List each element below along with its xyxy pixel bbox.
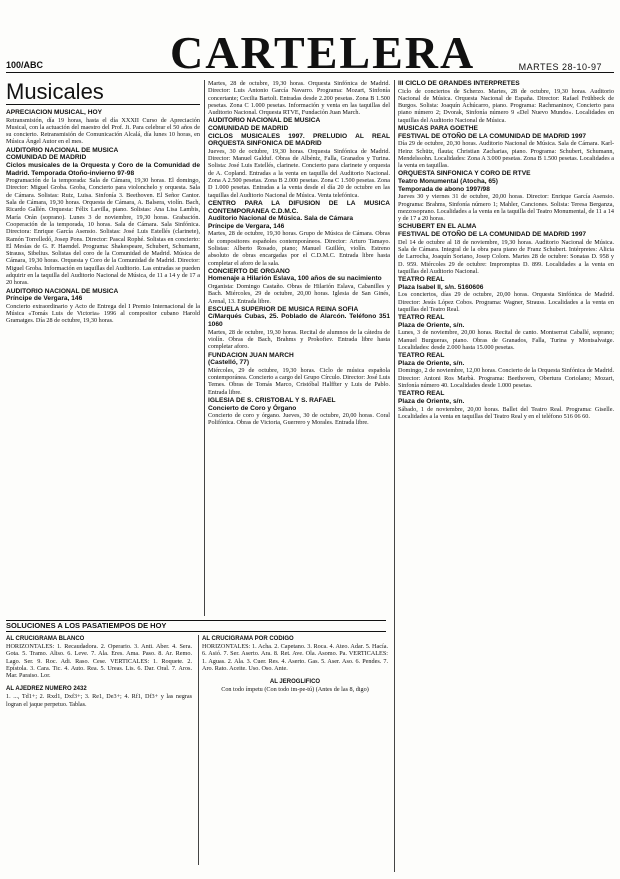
listing-heading: AUDITORIO NACIONAL DE MUSICA (6, 146, 119, 154)
listing-subheading: COMUNIDAD DE MADRID (6, 154, 87, 162)
listing (398, 352, 614, 389)
solution-text: HORIZONTALES: 1. Recaudadora. 2. Operario. 3. Anti. Aber. 4. Sera. Gota. 5. Tramo. Aliso. 6. Leve. 7. Ala. Eres. Ama. Paso. 8. Ar. Remo. Lago. Ser. 9. Roc. Adi. Raso. Cese. VERTICALES: 1. Roquete. 2. Epístola. 3. Cara. Tic. 4. Auto. Rea. 5. Ureas. Lis. 6. Dar. Oral. 7. Aros. Mar. Paraiso. Lor. (6, 643, 192, 680)
solution-text: 1. ..., Td1+; 2. Rxd1, Dxf3+; 3. Re1, De3+; 4. Rf1, Df3+ y las negras logran el jaque perpetuo. Tablas. (6, 693, 192, 708)
listing-heading: AUDITORIO NACIONAL DE MUSICA (6, 287, 119, 295)
listing-subheading: C/Marqués Cubas, 25. Poblado de Alarcón. Teléfono 351 1060 (208, 313, 390, 329)
listing-heading: TEATRO REAL (398, 314, 445, 322)
listing-subheading: COMUNIDAD DE MADRID (208, 125, 289, 133)
listing-subheading-2: Ciclos musicales de la Orquesta y Coro de la Comunidad de Madrid. Temporada Otoño-invierno 97-98 (6, 161, 200, 177)
listing-heading: TEATRO REAL (398, 390, 445, 398)
listing-heading: SCHUBERT EN EL ALMA (398, 223, 477, 231)
listing-heading: III CICLO DE GRANDES INTERPRETES (398, 80, 520, 87)
listing (398, 314, 614, 351)
solution-heading: AL JEROGLIFICO (269, 679, 321, 686)
header-rule (6, 72, 614, 73)
listing-heading: ORQUESTA SINFONICA Y CORO DE RTVE (398, 170, 531, 178)
listing-subheading: (Castelló, 77) (208, 359, 250, 367)
listing-text: Jueves 30 y viernes 31 de octubre, 20,00 horas. Director: Enrique García Asensio. Programa: Brahms, Sinfonía número 1; Mahler, Canciones. Solista: Teresa Berganza, mezzosoprano. Localidades a la venta en la taquilla del Teatro Monumental, de 11 a 14 y de 17 a 20 horas. (398, 193, 614, 223)
listing-text: Retransmisión, día 19 horas, hasta el día XXXII Curso de Apreciación Musical, con la actuación del maestro del Prof. Ji. Para celebrar el 50 años de su concierto. Retransmisión de Comunicación Alcalá, día lunes 10 horas, en Música Ángel Autor en el mes. (6, 116, 200, 146)
listing (398, 80, 614, 124)
listing-text: Programación de la temporada: Sala de Cámara, 19,30 horas. El domingo, Director: Miguel Groba. Groba, Concierto para violonchelo y orquesta. Sala de Cámara. Solistas: Ruiz, Luisa. Sinfonía 3. Beethoven. El Señor Cantor. Sala de Cámara, 19,30 horas. Orquesta de Cámara, A. Balsera, violín. Bach, Ricardo Gallén. Orquesta: Félix Lavilla, piano. Solistas: Ana Lisa Lambis, María Orán (soprano). Lunes 3 de noviembre, 19,30 horas. Grabación. Cooperación de la temporada, 10 horas. Sala de Cámara. Sala Sinfónica. Directora: Enrique García Asensio. Solistas: José Luis Estellés (clarinete), Ramón Torrelledó, Josep Pons. Director: Pascal Rophé. Solistas en concierto: El Mesías de G. F. Haendel. Programa: Shakespeare, Schubert, Schumann, Strauss, Sibelius. Solistas del coro de la Comunidad de Madrid. Música de Cámara, 19,30 horas. Orquesta y Coro de la Comunidad de Madrid. Director: Miguel Groba. Información en taquillas del Auditorio. Las entradas se pueden adquirir en la taquilla del Auditorio Nacional de Música, de 11 a 14 y de 17 a 20 horas. (6, 177, 200, 287)
solution-text: HORIZONTALES: 1. Acha. 2. Capetano. 3. Roca. 4. Ateo. Adar. 5. Hacía. 6. Asió. 7. Ser. Aserto. Ara. 8. Ret. Ave. Ola. Asomo. Pa. VERTICALES: 1. Aguas. 2. Ala. 3. Cuer. Res. 4. Aserto. Gas. 5. Aser. Aso. 6. Pendes. 7. Aro. Rato. Aceite. Uso. Oso. Ante. (202, 643, 388, 672)
listing (208, 397, 390, 427)
listing-text: Lunes, 3 de noviembre, 20,00 horas. Recital de canto. Montserrat Caballé, soprano; Manuel Burgueras, piano. Obras de Granados, Falla, Turina y Montsalvatge. Localidades: desde 2.000 hasta 15.000 pesetas. (398, 329, 614, 351)
listing-text: Día 29 de octubre, 20,30 horas. Auditorio Nacional de Música. Sala de Cámara. Karl-Heinz Schütz, flauta; Christian Zacharias, piano. Programa: Schubert, Schumann, Mendelssohn. Localidades: Zona A 3.000 pesetas. Zona B 1.500 pesetas. Localidades a la venta en taquillas. (398, 140, 614, 170)
listing (398, 223, 614, 275)
listing-text: Sábado, 1 de noviembre, 20,00 horas. Ballet del Teatro Real. Programa: Giselle. Localidades a la venta en taquillas del Teatro Real y en el teléfono 516 06 60. (398, 405, 614, 420)
listing (208, 352, 390, 396)
listing (6, 147, 200, 287)
listing-heading: IGLESIA DE S. CRISTOBAL Y S. RAFAEL (208, 396, 336, 404)
column-1 (6, 80, 200, 616)
solutions-right (202, 635, 388, 693)
listing-heading: FUNDACION JUAN MARCH (208, 351, 294, 359)
listing (208, 268, 390, 305)
listing-heading: TEATRO REAL (398, 276, 445, 284)
listing-subheading: Concierto de Coro y Órgano (208, 404, 297, 412)
page-header (0, 0, 620, 80)
listing-text: Concierto extraordinario y Acto de Entrega del I Premio Internacional de la Música «Tomás Luis de Victoria» 1996 al compositor cubano Harold Gramatges. Día 28 de octubre, 19,30 horas. (6, 302, 200, 325)
section-title: Musicales (6, 80, 200, 105)
solutions-title: SOLUCIONES A LOS PASATIEMPOS DE HOY (6, 621, 386, 632)
listing-text: Ciclo de conciertos de Scherzo. Martes, 28 de octubre, 19,30 horas. Auditorio Nacional de Música. Orquesta Nacional de España. Director: Rafael Frühbeck de Burgos. Solista: Joaquín Achúcarro, piano. Programa: Rachmaninov, Concierto para piano número 2; Dvorak, Sinfonía número 9 «Del Nuevo Mundo». Localidades en taquillas del Auditorio Nacional de Música. (398, 87, 614, 124)
listing-subheading: Plaza Isabel II, s/n. 5160606 (398, 283, 484, 291)
listing (398, 390, 614, 420)
listing-subheading-2: Príncipe de Vergara, 146 (208, 222, 285, 230)
listing-heading: CENTRO PARA LA DIFUSION DE LA MUSICA CONTEMPORANEA C.D.M.C. (208, 199, 390, 215)
listing (398, 125, 614, 169)
listing-heading: ESCUELA SUPERIOR DE MUSICA REINA SOFIA (208, 305, 359, 313)
listing-subheading: Plaza de Oriente, s/n. (398, 397, 465, 405)
listing-heading: MUSICAS PARA GOETHE (398, 125, 478, 133)
solution-heading: AL CRUCIGRAMA BLANCO (6, 636, 85, 642)
listing-heading: CONCIERTO DE ORGANO (208, 267, 290, 275)
page-label: 100/ABC (6, 60, 44, 70)
listing-subheading: Teatro Monumental (Atocha, 65) (398, 178, 498, 186)
solutions-left (6, 635, 192, 708)
listing-text: Los conciertos, días 29 de octubre, 20,00 horas. Orquesta Sinfónica de Madrid. Director: Jesús López Cobos. Programa: Wagner, Strauss. Localidades a la venta en taquillas del Teatro Real. (398, 291, 614, 313)
listing (208, 117, 390, 198)
column-divider (394, 80, 395, 872)
solution-heading: AL CRUCIGRAMA POR CODIGO (202, 636, 294, 642)
listing-text: Del 14 de octubre al 18 de noviembre, 19,30 horas. Auditorio Nacional de Música. Sala de Cámara. Integral de la obra para piano de Franz Schubert. Intérpretes: Alicia de Larrocha, Joaquín Soriano, Josep Colom. Martes 28 de octubre: Sonatas D. 958 y D. 959. Miércoles 29 de octubre: Impromptus D. 899. Localidades a la venta en taquillas del Auditorio Nacional. (398, 238, 614, 275)
listing (208, 200, 390, 267)
listing-heading: APRECIACION MUSICAL, HOY (6, 109, 102, 116)
listing-text: Martes, 28 de octubre, 19,30 horas. Orquesta Sinfónica de Madrid. Director: Luis Antonio García Navarro. Programa: Mozart, Sinfonía concertante; Cecilia Bartoli. Entradas desde 2.200 pesetas. Zona B 1.500 pesetas. Zona C 1.000 pesetas. Información y venta en las taquillas del Auditorio Nacional. Orquesta RTVE, Fundación Juan March. (208, 80, 390, 117)
listing-text: Miércoles, 29 de octubre, 19,30 horas. Ciclo de música española contemporánea. Concierto a cargo del Grupo Círculo. Director: José Luis Temes. Obras de Tomás Marco, Cristóbal Halffter y Luis de Pablo. Entrada libre. (208, 366, 390, 396)
listing (398, 170, 614, 222)
listing-subheading: Plaza de Oriente, s/n. (398, 321, 465, 329)
listing-subheading-2: Temporada de abono 1997/98 (398, 185, 490, 193)
listing-subheading: Homenaje a Hilarión Eslava, 100 años de su nacimiento (208, 275, 382, 283)
listing-subheading-2: CICLOS MUSICALES 1997. PRELUDIO AL REAL ORQUESTA SINFONICA DE MADRID (208, 132, 390, 148)
listing (6, 288, 200, 325)
listing-text: Concierto de coro y órgano. Jueves, 30 de octubre, 20,00 horas. Coral Polifónica. Obras de Victoria, Guerrero y Morales. Entrada libre. (208, 412, 390, 427)
listing-text: Martes, 28 de octubre, 19,30 horas. Grupo de Música de Cámara. Obras de compositores españoles contemporáneos. Director: Arturo Tamayo. Solistas: Alberto Rosado, piano; Manuel Guillén, violín. Estreno absoluto de obras encargadas por el C.D.M.C. Entrada libre hasta completar el aforo de la sala. (208, 230, 390, 267)
listing (208, 306, 390, 351)
solution-heading: AL AJEDREZ NUMERO 2432 (6, 686, 87, 693)
listing-text: Organista: Domingo Castaño. Obras de Hilarión Eslava, Cabanilles y Bach. Miércoles, 29 de octubre, 20,00 horas. Iglesia de San Ginés, Arenal, 13. Entrada libre. (208, 282, 390, 305)
column-3 (398, 80, 614, 872)
listing-heading: AUDITORIO NACIONAL DE MUSICA (208, 117, 321, 125)
listing (6, 109, 200, 146)
solutions-divider (198, 635, 199, 865)
listing-subheading: FESTIVAL DE OTOÑO DE LA COMUNIDAD DE MADRID 1997 (398, 132, 587, 140)
listing-text: Domingo, 2 de noviembre, 12,00 horas. Concierto de la Orquesta Sinfónica de Madrid. Director: Antoni Ros Marbà. Programa: Beethoven, Obertura Coriolano; Mozart, Sinfonía número 40. Localidades desde 1.000 pesetas. (398, 367, 614, 390)
column-2 (208, 80, 390, 616)
listing-subheading: Plaza de Oriente, s/n. (398, 359, 465, 367)
listing-subheading: FESTIVAL DE OTOÑO DE LA COMUNIDAD DE MADRID 1997 (398, 231, 587, 239)
issue-date: MARTES 28-10-97 (518, 62, 602, 72)
masthead: CARTELERA (170, 27, 476, 78)
column-divider (204, 80, 205, 616)
listing-text: Jueves, 30 de octubre, 19,30 horas. Orquesta Sinfónica de Madrid. Director: Manuel Galduf. Obras de Albéniz, Falla, Granados y Turina. Solista: José Luis Estellés, clarinete. Concierto para clarinete y orquesta de A. Copland. Entradas a la venta en taquilla del Auditorio Nacional. Zona A 2.500 pesetas. Zona B 2.000 pesetas. Zona C 1.500 pesetas. Zona D 1.000 pesetas. Entradas a la venta desde el día 20 de octubre en las taquillas del Auditorio Nacional de Música. Venta telefónica. (208, 147, 390, 199)
solution-text: Con todo ímpetu (Con todo im-pe-tú) (Antes de las 8, digo) (221, 686, 369, 694)
listing-subheading: Príncipe de Vergara, 146 (6, 295, 83, 303)
listing (398, 276, 614, 313)
listing-text: Martes, 28 de octubre, 19,30 horas. Recital de alumnos de la cátedra de violín. Obras de Bach, Brahms y Prokofiev. Entrada libre hasta completar aforo. (208, 328, 390, 351)
listing-heading: TEATRO REAL (398, 352, 445, 360)
listing (208, 80, 390, 116)
puzzle-solutions (6, 620, 386, 873)
listing-subheading: Auditorio Nacional de Música. Sala de Cámara (208, 215, 354, 223)
